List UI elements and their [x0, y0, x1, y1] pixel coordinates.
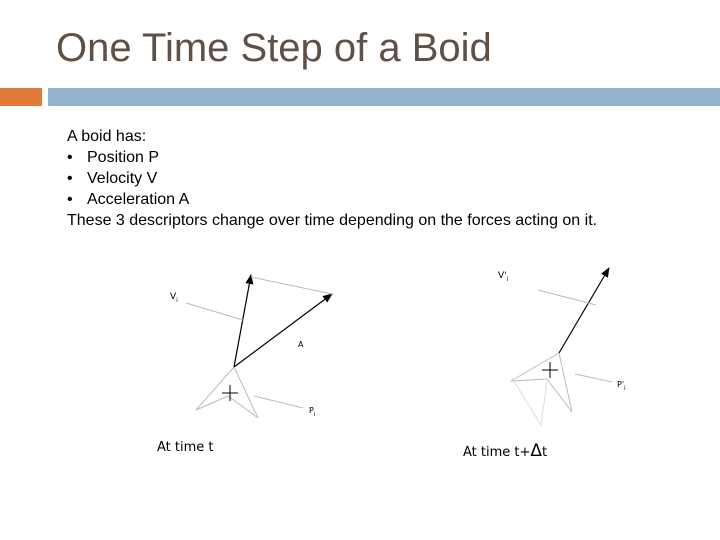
- velocity-guide-line: [538, 290, 596, 305]
- position-guide-line: [254, 396, 303, 408]
- acceleration-label: A: [298, 340, 304, 349]
- resulting-vector-line: [234, 294, 332, 367]
- previous-boid-outline: [512, 378, 547, 425]
- acceleration-guide-line: [251, 277, 332, 294]
- caption-time-t: At time t: [157, 440, 214, 455]
- bullet-dot: •: [67, 149, 73, 166]
- velocity-vector-line: [559, 268, 609, 353]
- caption-time-t-plus-dt: At time t+Δt: [463, 441, 548, 461]
- boid-at-time-t: [157, 275, 332, 455]
- boid-at-time-t-plus-dt: [463, 268, 626, 461]
- velocity-label: $V'_i$: [498, 271, 509, 283]
- position-label: $P_i$: [309, 406, 316, 418]
- bullet-text: Acceleration A: [87, 191, 190, 208]
- bullet-dot: •: [67, 191, 73, 208]
- position-guide-line: [575, 374, 612, 382]
- intro-line: A boid has:: [67, 128, 147, 145]
- slide-title: One Time Step of a Boid: [56, 26, 492, 70]
- velocity-label: $V_i$: [170, 292, 178, 304]
- velocity-vector-line: [234, 275, 251, 367]
- velocity-guide-line: [186, 303, 243, 320]
- bullet-text: Velocity V: [87, 170, 158, 187]
- boid-shape: [511, 353, 572, 412]
- summary-line: These 3 descriptors change over time depending on the forces acting on it.: [67, 212, 598, 229]
- position-label: $P'_i$: [617, 380, 626, 392]
- bullet-text: Position P: [87, 149, 160, 166]
- bullet-dot: •: [67, 170, 73, 187]
